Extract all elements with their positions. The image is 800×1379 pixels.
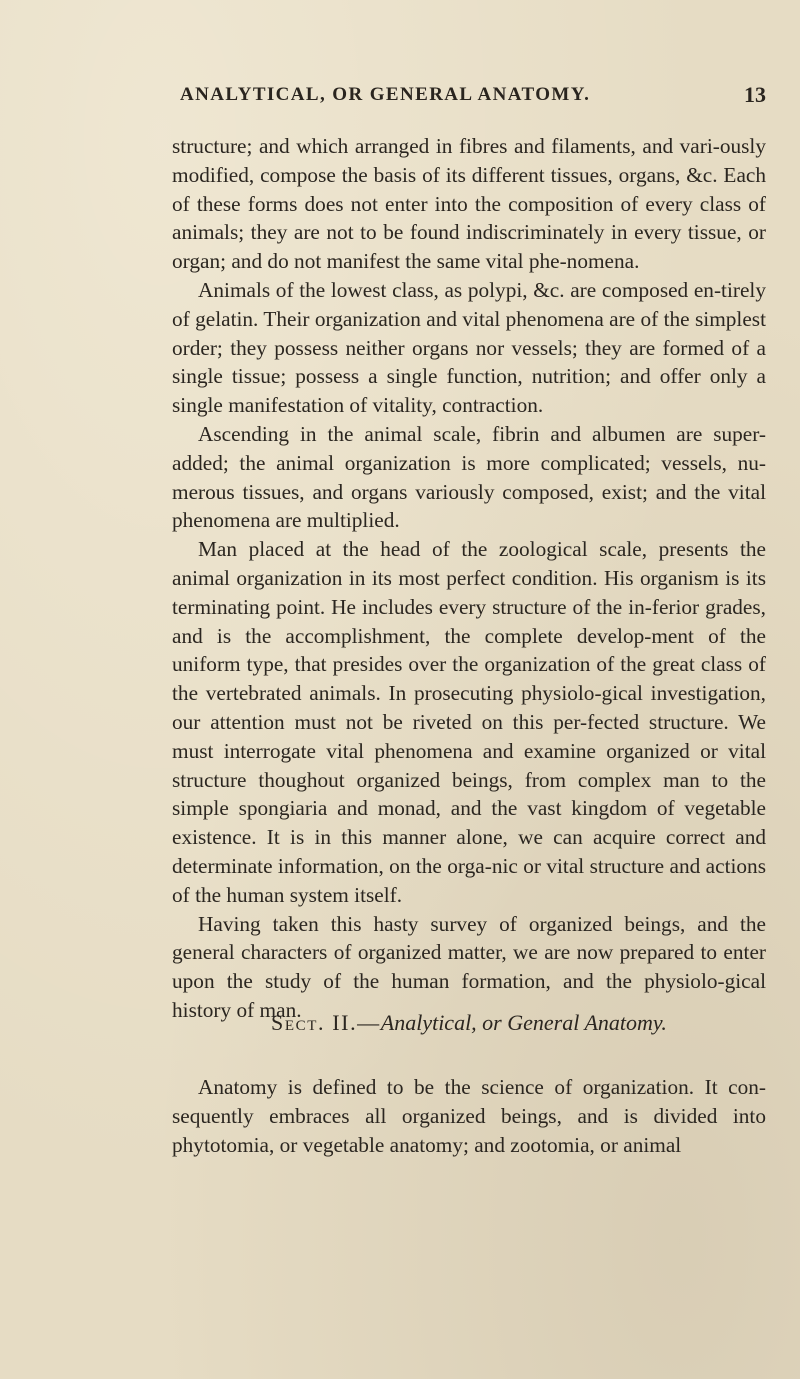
paragraph-anatomy-definition: Anatomy is defined to be the science of organization. It con-sequently embraces all organized beings, and is divided into phytotomia, or vegetable anatomy; and zootomia, or animal bbox=[172, 1075, 766, 1157]
paragraph-ascending-scale: Ascending in the animal scale, fibrin and albumen are super-added; the animal organization is more complicated; vessels, nu-merous tissues, and organs variously composed, exist; and the vital phenomena are multiplied. bbox=[172, 421, 766, 533]
section-body-text bbox=[172, 1073, 766, 1159]
paragraph-survey: Having taken this hasty survey of organized beings, and the general characters of organized matter, we are now prepared to enter upon the study of the human formation, and the physiolo-gical history of man. bbox=[172, 911, 766, 1022]
paragraph-continuation: structure; and which arranged in fibres and filaments, and vari-ously modified, compose the basis of its different tissues, organs, &c. Each of these forms does not enter into the composition of every class of animals; they are not to be found indiscriminately in every tissue, or organ; and do not manifest the same vital phe-nomena. bbox=[172, 134, 766, 274]
paragraph-lowest-animals: Animals of the lowest class, as polypi, &c. are composed en-tirely of gelatin. Their organization and vital phenomena are of the simplest order; they possess neither organs nor vessels; they are formed of a single tissue; possess a single function, nutrition; and offer only a single manifestation of vitality, contraction. bbox=[172, 277, 766, 418]
paragraph-man: Man placed at the head of the zoological scale, presents the animal organization in its most perfect condition. His organism is its terminating point. He includes every structure of the in-ferior grades, and is the accomplishment, the complete develop-ment of the uniform type, that presides over the organization of the great class of the vertebrated animals. In prosecuting physiolo-gical investigation, our attention must not be riveted on this per-fected structure. We must interrogate vital phenomena and examine organized or vital structure thoughout organized beings, from complex man to the simple spongiaria and monad, and the vast kingdom of vegetable existence. It is in this manner alone, we can acquire correct and determinate information, on the orga-nic or vital structure and actions of the human system itself. bbox=[172, 537, 766, 907]
running-head: ANALYTICAL, OR GENERAL ANATOMY. bbox=[180, 84, 591, 105]
page-number: 13 bbox=[744, 82, 766, 107]
section-label: Sect. II.— bbox=[271, 1010, 381, 1035]
body-text bbox=[172, 132, 766, 1025]
section-heading bbox=[172, 1010, 766, 1036]
section-title: Analytical, or General Anatomy. bbox=[380, 1010, 667, 1035]
